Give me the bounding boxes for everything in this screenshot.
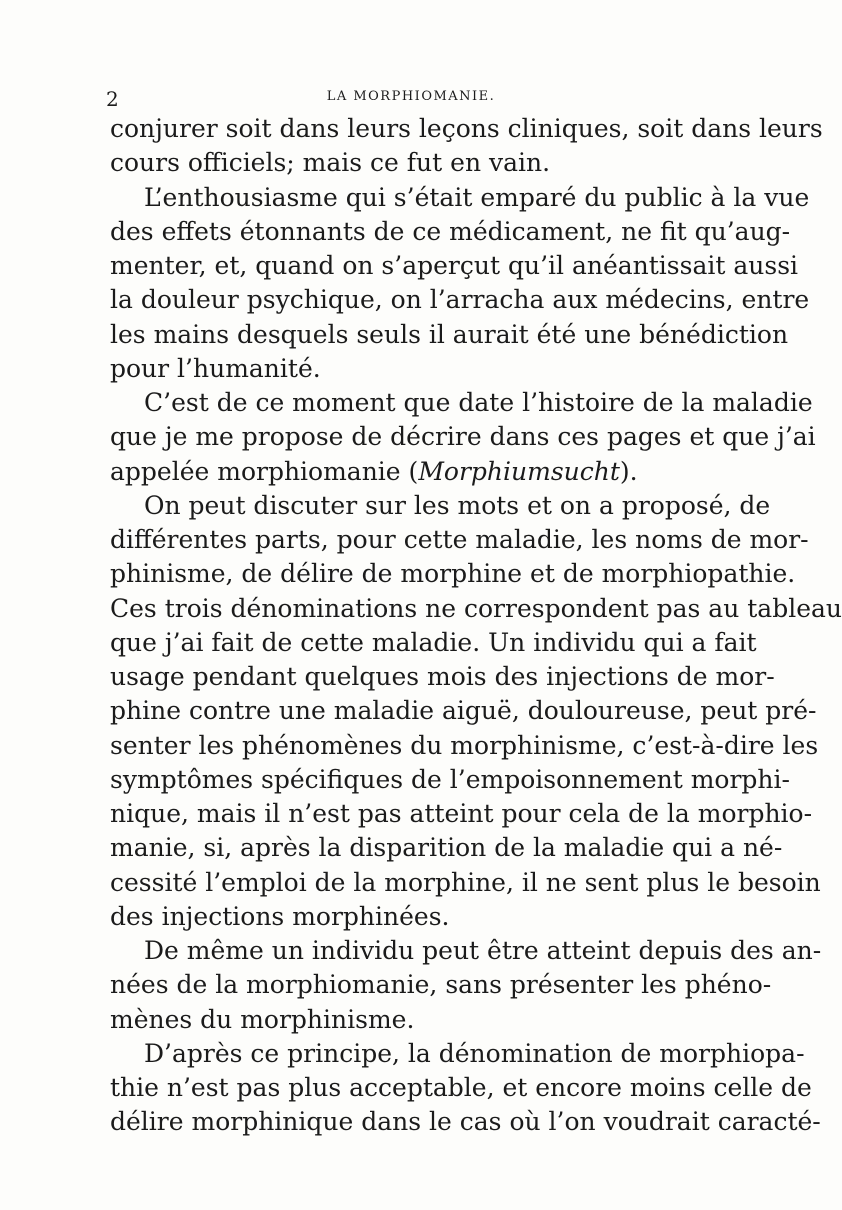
text-line: C’est de ce moment que date l’histoire de la maladie: [144, 388, 813, 417]
italic-term: Morphiumsucht: [418, 456, 620, 486]
text-line: cours officiels; mais ce fut en vain.: [110, 148, 551, 178]
text-line: des injections morphinées.: [110, 901, 450, 931]
text-line: des effets étonnants de ce médicament, ne fit qu’aug-: [110, 216, 791, 246]
page-header: [106, 86, 716, 110]
text-line: [110, 455, 716, 489]
text-line: menter, et, quand on s’aperçut qu’il anéantissait aussi: [110, 251, 799, 280]
text-line: délire morphinique dans le cas où l’on voudrait caracté-: [110, 1107, 821, 1137]
text-line: nées de la morphiomanie, sans présenter les phéno-: [110, 970, 772, 1000]
text-line: cessité l’emploi de la morphine, il ne sent plus le besoin: [110, 867, 821, 897]
text-line: D’après ce principe, la dénomination de morphiopa-: [144, 1038, 805, 1068]
text-line: De même un individu peut être atteint depuis des an-: [144, 936, 822, 965]
text-line: que j’ai fait de cette maladie. Un individu qui a fait: [110, 627, 757, 657]
text-line: conjurer soit dans leurs leçons cliniques, soit dans leurs: [110, 114, 823, 143]
text-line: que je me propose de décrire dans ces pages et que j’ai: [110, 422, 816, 452]
text-segment: ).: [619, 456, 638, 486]
text-line: mènes du morphinisme.: [110, 1004, 415, 1034]
text-line: les mains desquels seuls il aurait été une bénédiction: [110, 319, 789, 349]
text-line: pour l’humanité.: [110, 353, 321, 383]
text-line: Ces trois dénominations ne correspondent pas au tableau: [110, 593, 842, 623]
text-line: phine contre une maladie aiguë, douloureuse, peut pré-: [110, 696, 817, 726]
body-text: [110, 112, 842, 1140]
text-line: usage pendant quelques mois des injections de mor-: [110, 662, 775, 691]
running-title: LA MORPHIOMANIE.: [326, 89, 496, 104]
text-line: On peut discuter sur les mots et on a proposé, de: [144, 490, 771, 520]
text-segment: appelée morphiomanie (: [110, 456, 419, 486]
text-line: L’enthousiasme qui s’était emparé du public à la vue: [144, 182, 810, 212]
text-line: symptômes spécifiques de l’empoisonnement morphi-: [110, 764, 790, 794]
text-line: phinisme, de délire de morphine et de morphiopathie.: [110, 559, 796, 589]
text-line: la douleur psychique, on l’arracha aux médecins, entre: [110, 285, 810, 315]
page-number: 2: [106, 87, 119, 111]
text-line: manie, si, après la disparition de la maladie qui a né-: [110, 833, 783, 863]
text-line: senter les phénomènes du morphinisme, c’est-à-dire les: [110, 730, 819, 760]
text-line: nique, mais il n’est pas atteint pour cela de la morphio-: [110, 799, 813, 828]
text-line: différentes parts, pour cette maladie, les noms de mor-: [110, 525, 809, 554]
text-line: thie n’est pas plus acceptable, et encore moins celle de: [110, 1073, 812, 1102]
